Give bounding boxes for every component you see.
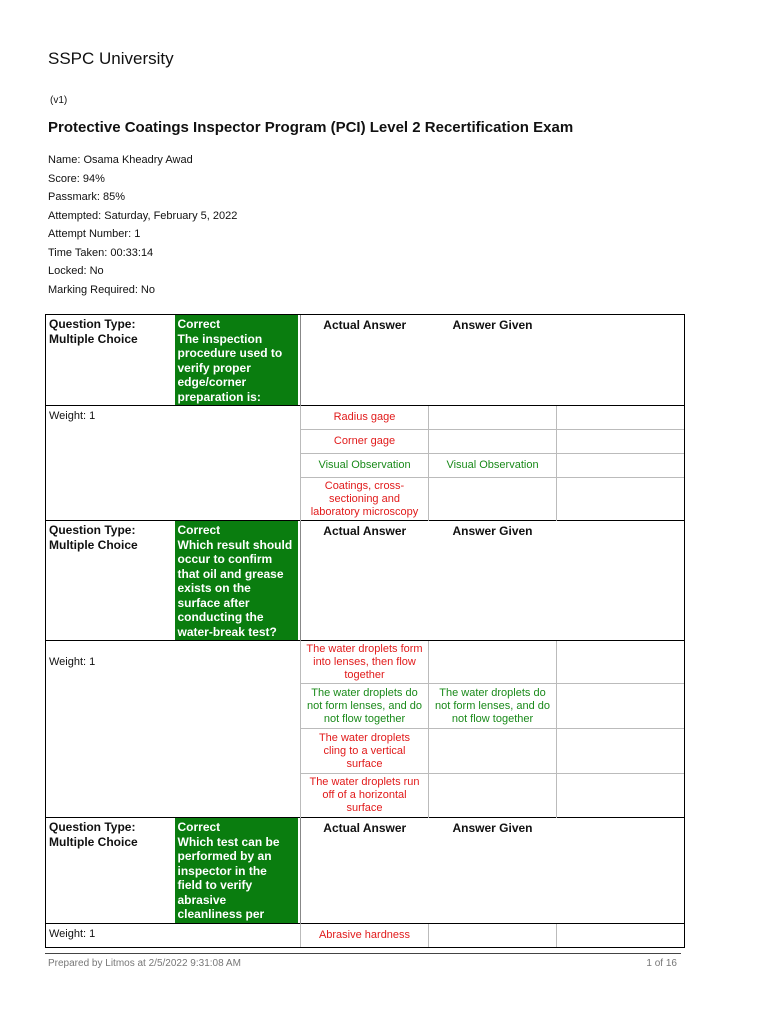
question-weight: Weight: 1 bbox=[46, 406, 173, 521]
answer-given bbox=[429, 729, 557, 774]
empty-header-cell bbox=[557, 818, 685, 924]
question-prompt-cell bbox=[173, 521, 301, 641]
answer-given: The water droplets do not form lenses, and do not flow together bbox=[429, 684, 557, 729]
answer-given-header: Answer Given bbox=[429, 818, 557, 924]
actual-answer: The water droplets run off of a horizontal surface bbox=[301, 774, 429, 818]
candidate-name: Name: Osama Kheadry Awad bbox=[48, 154, 193, 166]
actual-answer: The water droplets form into lenses, then flow together bbox=[301, 641, 429, 684]
footer-divider bbox=[45, 953, 681, 954]
actual-answer-header: Actual Answer bbox=[301, 818, 429, 924]
question-text: Which test can be performed by an inspector in the field to verify abrasive cleanliness per SSPC-AB 1? bbox=[177, 834, 280, 936]
question-type: Question Type: Multiple Choice bbox=[46, 315, 173, 406]
answer-given bbox=[429, 478, 557, 521]
question-prompt bbox=[175, 315, 299, 405]
spacer-cell bbox=[173, 641, 301, 818]
empty-cell bbox=[557, 641, 685, 684]
empty-cell bbox=[557, 454, 685, 478]
question-weight: Weight: 1 bbox=[46, 641, 173, 818]
answer-row bbox=[46, 641, 685, 684]
empty-cell bbox=[557, 924, 685, 948]
exam-summary bbox=[48, 151, 237, 299]
question-text: Which result should occur to confirm that oil and grease exists on the surface after conducting the water-break test? bbox=[177, 537, 293, 639]
question-prompt bbox=[175, 818, 299, 936]
exam-title: Protective Coatings Inspector Program (PCI) Level 2 Recertification Exam bbox=[48, 119, 574, 136]
question-header bbox=[46, 818, 685, 924]
question-prompt bbox=[175, 521, 299, 640]
question-header bbox=[46, 315, 685, 406]
answer-given-header: Answer Given bbox=[429, 315, 557, 406]
locked-status: Locked: No bbox=[48, 265, 104, 277]
empty-cell bbox=[557, 729, 685, 774]
answer-given bbox=[429, 430, 557, 454]
question-results-table bbox=[45, 314, 685, 948]
marking-required: Marking Required: No bbox=[48, 283, 155, 296]
answer-given-header: Answer Given bbox=[429, 521, 557, 641]
empty-cell bbox=[557, 478, 685, 521]
answer-given: Visual Observation bbox=[429, 454, 557, 478]
time-taken: Time Taken: 00:33:14 bbox=[48, 246, 154, 259]
actual-answer: Abrasive hardness bbox=[301, 924, 429, 948]
actual-answer: Visual Observation bbox=[301, 454, 429, 478]
correct-label: Correct bbox=[177, 523, 221, 537]
correct-label: Correct bbox=[177, 317, 221, 331]
correct-label: Correct bbox=[177, 820, 221, 834]
actual-answer: The water droplets cling to a vertical surface bbox=[301, 729, 429, 774]
empty-cell bbox=[557, 684, 685, 729]
question-header bbox=[46, 521, 685, 641]
answer-given bbox=[429, 924, 557, 948]
empty-header-cell bbox=[557, 521, 685, 641]
actual-answer: Corner gage bbox=[301, 430, 429, 454]
answer-given bbox=[429, 774, 557, 818]
exam-version: (v1) bbox=[50, 95, 68, 106]
actual-answer: The water droplets do not form lenses, and do not flow together bbox=[301, 684, 429, 729]
passmark: Passmark: 85% bbox=[48, 191, 126, 203]
empty-cell bbox=[557, 774, 685, 818]
actual-answer-header: Actual Answer bbox=[301, 521, 429, 641]
empty-header-cell bbox=[557, 315, 685, 406]
question-weight: Weight: 1 bbox=[46, 924, 173, 948]
answer-given bbox=[429, 406, 557, 430]
page-number: 1 of 16 bbox=[646, 958, 677, 969]
question-type: Question Type: Multiple Choice bbox=[46, 818, 173, 924]
attempt-number: Attempt Number: 1 bbox=[48, 228, 141, 240]
organization-name: SSPC University bbox=[48, 49, 174, 68]
question-prompt-cell bbox=[173, 818, 301, 936]
answer-row bbox=[46, 406, 685, 430]
empty-cell bbox=[557, 406, 685, 430]
attempted-date: Attempted: Saturday, February 5, 2022 bbox=[48, 209, 238, 222]
prepared-by: Prepared by Litmos at 2/5/2022 9:31:08 AM bbox=[48, 958, 241, 969]
empty-cell bbox=[557, 430, 685, 454]
question-text: The inspection procedure used to verify proper edge/corner preparation is: bbox=[177, 331, 283, 404]
score: Score: 94% bbox=[48, 172, 105, 185]
spacer-cell bbox=[173, 406, 301, 521]
actual-answer: Coatings, cross-sectioning and laboratory microscopy bbox=[301, 478, 429, 521]
answer-given bbox=[429, 641, 557, 684]
question-prompt-cell bbox=[173, 315, 301, 406]
actual-answer-header: Actual Answer bbox=[301, 315, 429, 406]
actual-answer: Radius gage bbox=[301, 406, 429, 430]
answer-row bbox=[46, 924, 685, 948]
question-type: Question Type: Multiple Choice bbox=[46, 521, 173, 641]
